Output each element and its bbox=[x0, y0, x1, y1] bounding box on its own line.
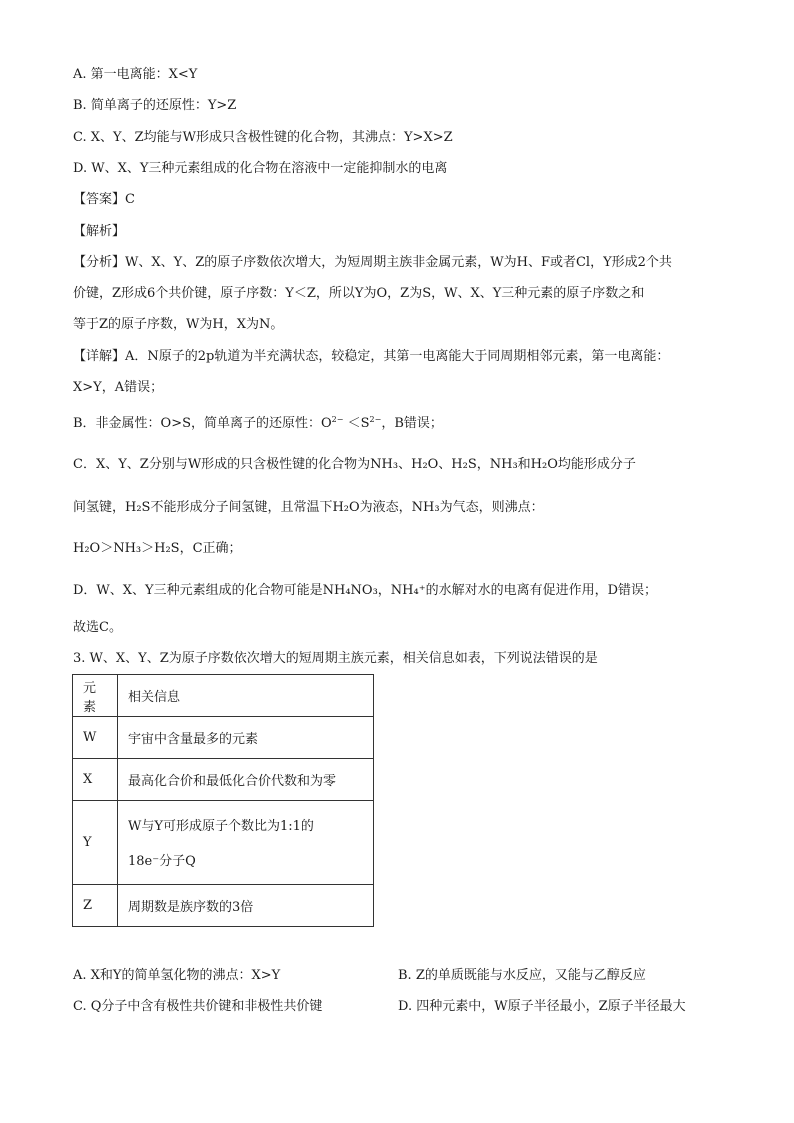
y-info-line-2: 18e⁻分子Q bbox=[128, 853, 196, 869]
fenxi-line-1 bbox=[73, 254, 672, 272]
table-row bbox=[73, 759, 374, 801]
table-cell: Y bbox=[73, 801, 118, 885]
table-row bbox=[73, 801, 374, 885]
detail-d-line: D．W、X、Y三种元素组成的化合物可能是NH₄NO₃，NH₄⁺的水解对水的电离有促进作用，D错误； bbox=[73, 583, 657, 598]
detail-b-pre: B．非金属性：O>S，简单离子的还原性：O bbox=[73, 416, 332, 431]
q3-option-d: D. 四种元素中，W原子半径最小，Z原子半径最大 bbox=[398, 999, 686, 1014]
table-header-row bbox=[73, 675, 374, 717]
table-header-cell: 元素 bbox=[73, 675, 118, 717]
detail-c-line-2: 间氢键，H₂S不能形成分子间氢键，且常温下H₂O为液态，NH₃为气态，则沸点： bbox=[73, 500, 544, 515]
fenxi-text-1: W、X、Y、Z的原子序数依次增大，为短周期主族非金属元素，W为H、F或者Cl，Y形成2个共 bbox=[125, 255, 672, 270]
element-info-table bbox=[72, 674, 374, 927]
detail-a-line-1 bbox=[73, 348, 669, 366]
detail-a-line-2: X>Y，A错误； bbox=[73, 380, 164, 395]
table-header-cell: 相关信息 bbox=[118, 675, 374, 717]
detail-c-line-3: H₂O＞NH₃＞H₂S，C正确； bbox=[73, 541, 242, 556]
table-row bbox=[73, 885, 374, 927]
table-cell: 宇宙中含量最多的元素 bbox=[118, 717, 374, 759]
fenxi-line-2: 价键，Z形成6个共价键，原子序数：Y＜Z，所以Y为O，Z为S，W、X、Y三种元素的原子序数之和 bbox=[73, 286, 645, 301]
table-cell-multiline bbox=[118, 801, 374, 885]
table-cell: W bbox=[73, 717, 118, 759]
table-cell: 最高化合价和最低化合价代数和为零 bbox=[118, 759, 374, 801]
detail-b-sup2: 2− bbox=[369, 415, 382, 424]
q3-option-b: B. Z的单质既能与水反应，又能与乙醇反应 bbox=[398, 968, 646, 983]
answer-line bbox=[73, 191, 135, 209]
table-row bbox=[73, 717, 374, 759]
fenxi-line-3: 等于Z的原子序数，W为H，X为N。 bbox=[73, 317, 284, 332]
fenxi-tag: 【分析】 bbox=[73, 255, 126, 270]
q3-option-c: C. Q分子中含有极性共价键和非极性共价键 bbox=[73, 999, 323, 1014]
xiangjie-tag: 【详解】 bbox=[73, 349, 126, 364]
detail-b-post: ，B错误； bbox=[381, 416, 443, 431]
q3-option-a: A. X和Y的简单氢化物的沸点：X>Y bbox=[73, 968, 281, 983]
answer-value: C bbox=[125, 192, 135, 207]
option-b: B. 简单离子的还原性：Y>Z bbox=[73, 98, 237, 113]
detail-b-mid: ＜S bbox=[343, 416, 370, 431]
conclusion: 故选C。 bbox=[73, 620, 122, 635]
table-cell: X bbox=[73, 759, 118, 801]
detail-c-line-1: C．X、Y、Z分别与W形成的只含极性键的化合物为NH₃、H₂O、H₂S，NH₃和H₂O均能形成分子 bbox=[73, 457, 636, 472]
table-cell: 周期数是族序数的3倍 bbox=[118, 885, 374, 927]
analysis-tag: 【解析】 bbox=[73, 224, 126, 239]
option-a: A. 第一电离能：X<Y bbox=[73, 67, 198, 82]
detail-b-line bbox=[73, 415, 443, 434]
detail-b-sup1: 2− bbox=[331, 415, 344, 424]
option-d: D. W、X、Y三种元素组成的化合物在溶液中一定能抑制水的电离 bbox=[73, 161, 448, 176]
y-info-line-1: W与Y可形成原子个数比为1:1的 bbox=[128, 818, 314, 834]
question-3-stem: 3. W、X、Y、Z为原子序数依次增大的短周期主族元素，相关信息如表，下列说法错误的是 bbox=[73, 651, 598, 666]
table-cell: Z bbox=[73, 885, 118, 927]
detail-a-text-1: A．N原子的2p轨道为半充满状态，较稳定，其第一电离能大于同周期相邻元素，第一电离能： bbox=[125, 349, 670, 364]
option-c: C. X、Y、Z均能与W形成只含极性键的化合物，其沸点：Y>X>Z bbox=[73, 130, 453, 145]
answer-tag: 【答案】 bbox=[73, 192, 126, 207]
